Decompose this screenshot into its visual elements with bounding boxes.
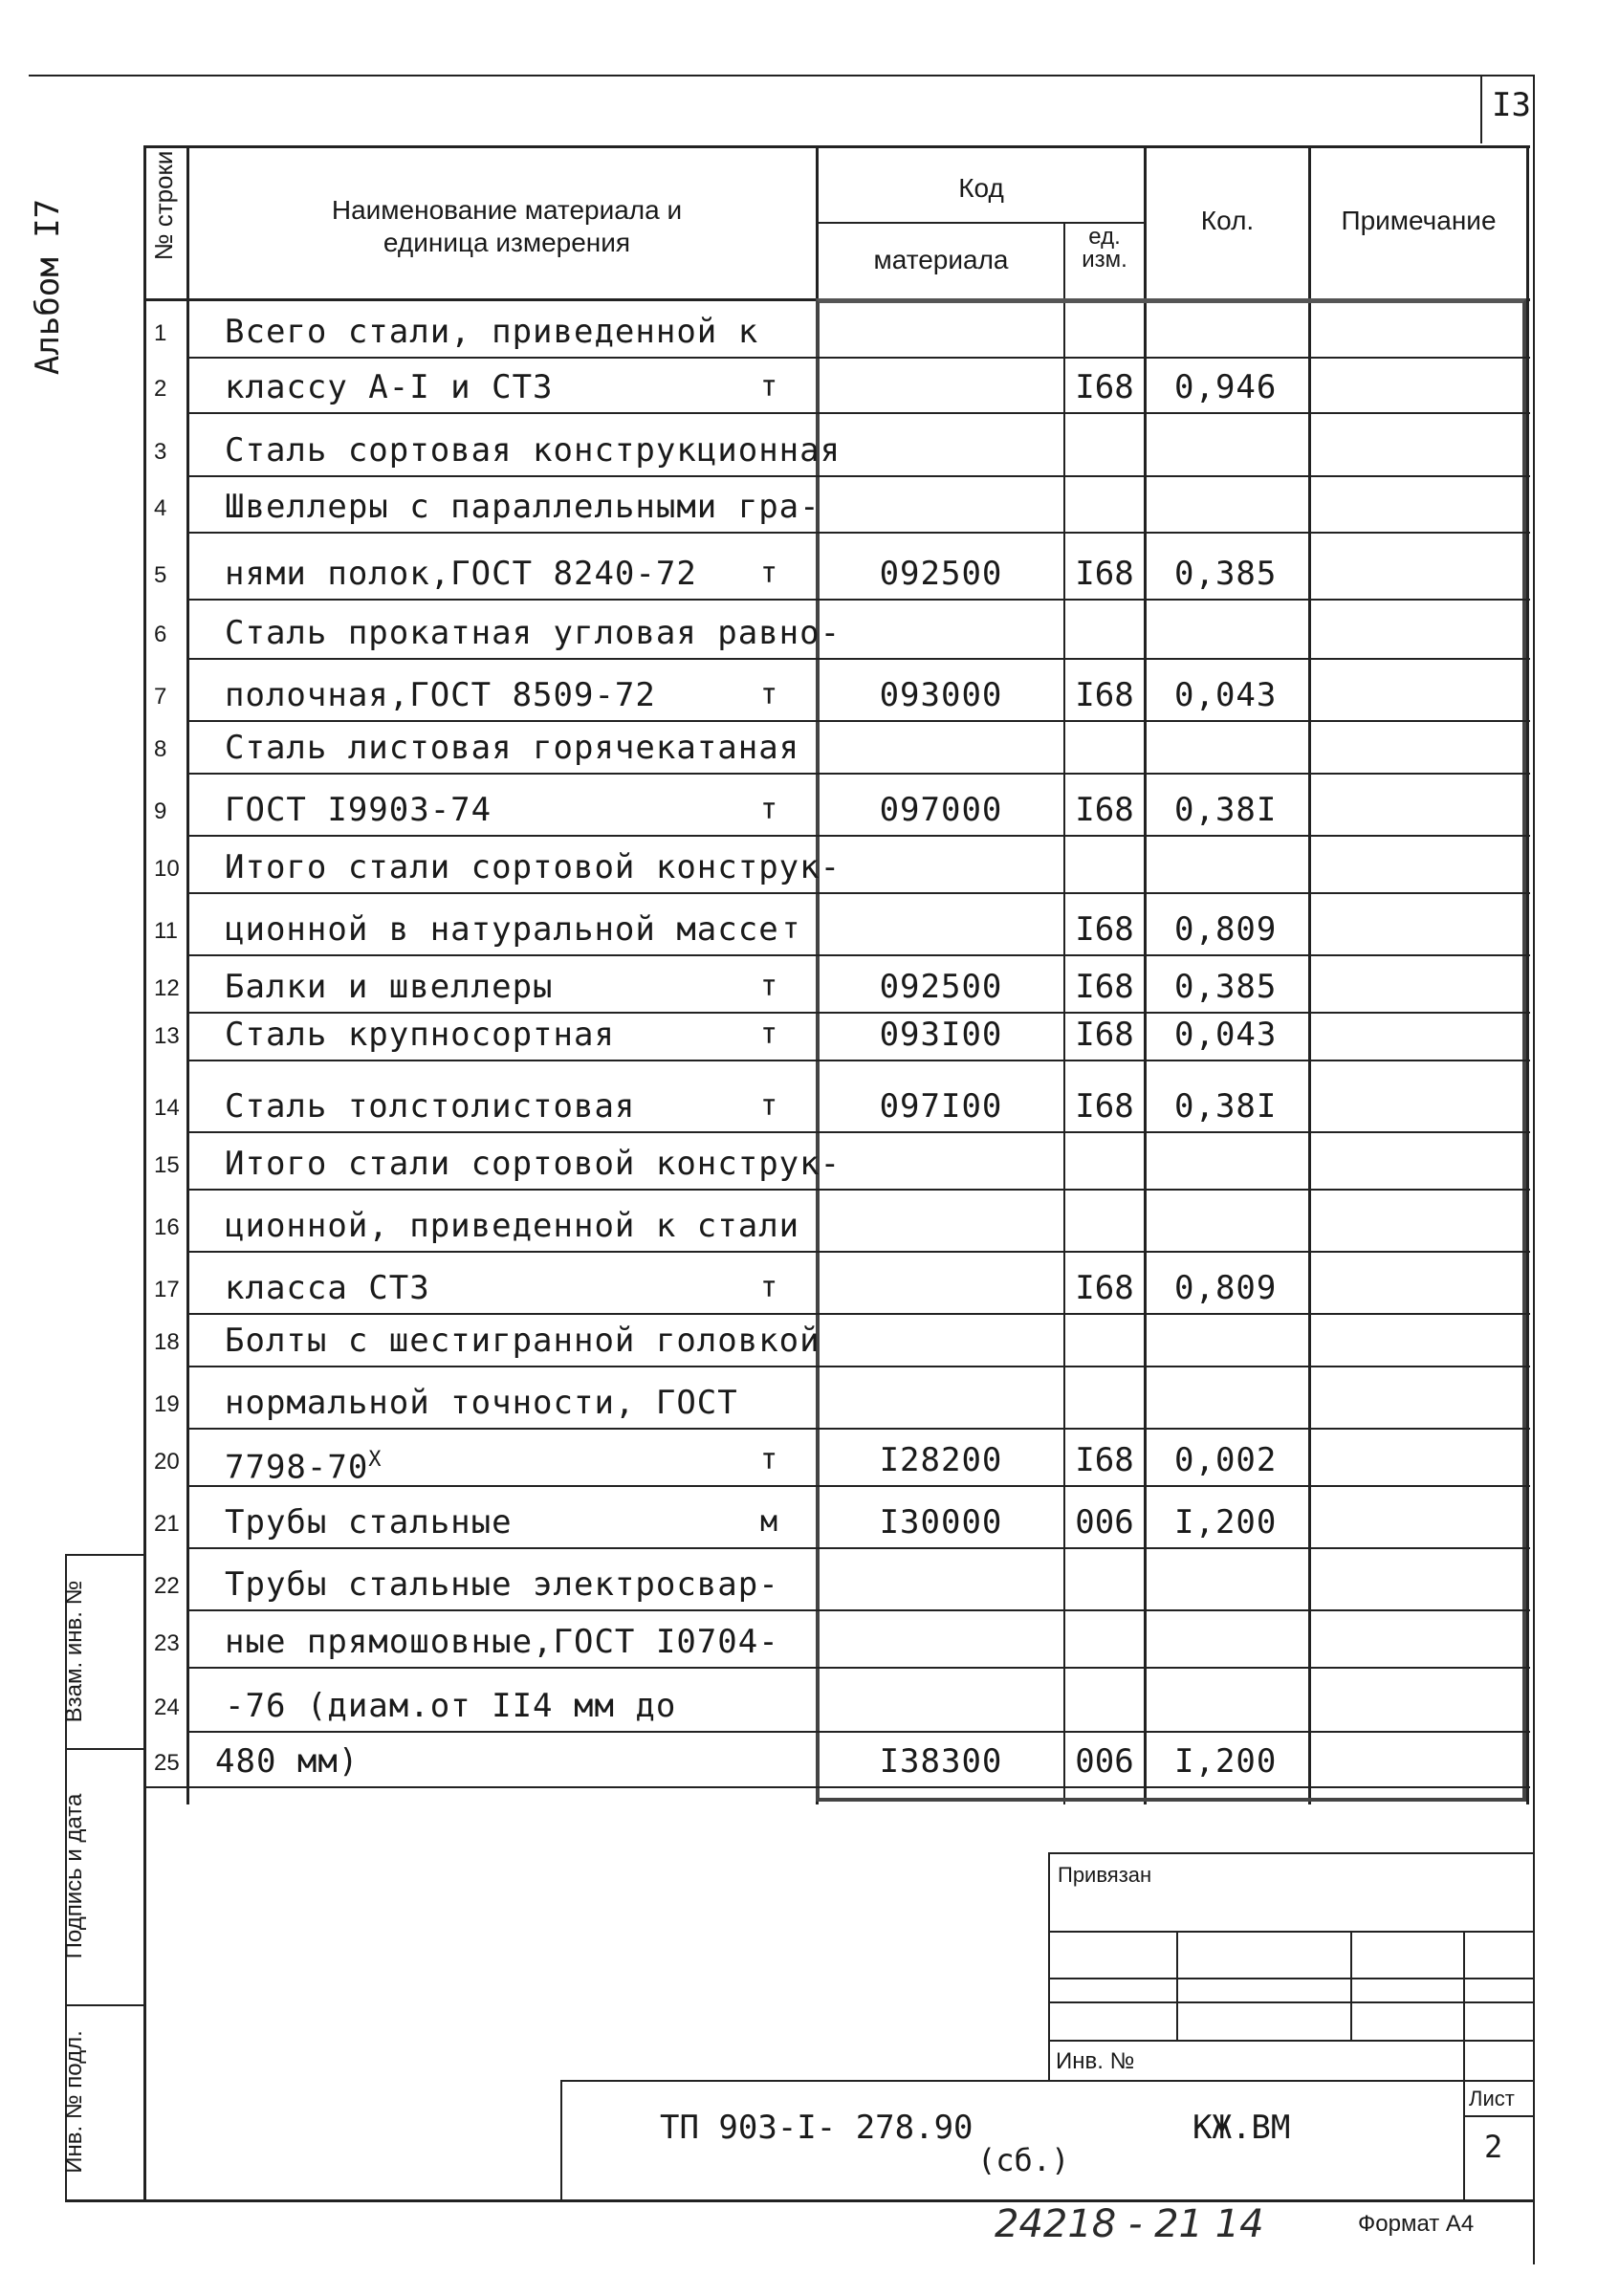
sheet-corner-number: I3 xyxy=(1492,86,1531,124)
row-qty: 0,38I xyxy=(1174,1087,1278,1126)
row-qty: 0,809 xyxy=(1174,910,1278,949)
table-row xyxy=(0,1061,1619,1133)
row-name-text: Сталь сортовая конструкционная xyxy=(225,431,842,470)
side-stamp-inv-podl: Инв. № подл. xyxy=(61,2030,87,2174)
side-stamp-vzam: Взам. инв. № xyxy=(61,1580,87,1723)
table-row xyxy=(0,1014,1619,1061)
row-name xyxy=(225,1623,779,1661)
row-name-text: Трубы стальные электросвар- xyxy=(225,1565,779,1604)
row-unit: т xyxy=(760,1089,779,1123)
tb-r3 xyxy=(1048,2001,1535,2003)
table-row xyxy=(0,414,1619,477)
row-number: 13 xyxy=(154,1023,180,1049)
row-name xyxy=(225,614,841,652)
row-name xyxy=(225,1016,615,1054)
tb-main-top xyxy=(560,2080,1535,2082)
header-name: Наименование материала и единица измерения xyxy=(331,195,683,257)
table-row xyxy=(0,1733,1619,1788)
row-edizm: I68 xyxy=(1075,968,1134,1006)
row-name xyxy=(225,1687,676,1725)
row-name-text: нормальной точности, ГОСТ xyxy=(225,1384,738,1422)
row-name-text: Трубы стальные xyxy=(225,1503,513,1542)
row-qty: I,200 xyxy=(1174,1503,1278,1542)
row-code: I30000 xyxy=(879,1503,1003,1542)
row-name-text: Сталь листовая горячекатаная xyxy=(225,729,800,767)
row-name xyxy=(225,368,554,406)
row-code: 092500 xyxy=(879,555,1003,593)
row-unit: т xyxy=(760,557,779,590)
row-name xyxy=(225,555,697,593)
row-code: I38300 xyxy=(879,1742,1003,1781)
table-row xyxy=(0,1487,1619,1549)
row-name-text: ГОСТ I9903-74 xyxy=(225,791,492,829)
row-number: 1 xyxy=(154,320,167,346)
table-row xyxy=(0,956,1619,1014)
table-row xyxy=(0,534,1619,601)
table-row xyxy=(0,302,1619,359)
tb-left xyxy=(1048,1852,1050,2080)
row-number: 15 xyxy=(154,1152,180,1178)
row-number: 18 xyxy=(154,1329,180,1355)
table-row xyxy=(0,837,1619,894)
sheet-label: Лист xyxy=(1469,2087,1515,2110)
row-number: 24 xyxy=(154,1695,180,1720)
header-code-material: материала xyxy=(873,245,1009,274)
row-edizm: I68 xyxy=(1075,1087,1134,1126)
row-name-text: -76 (диам.от II4 мм до xyxy=(225,1687,677,1725)
row-number: 4 xyxy=(154,495,167,521)
row-name-text: полочная,ГОСТ 8509-72 xyxy=(225,676,656,714)
row-name xyxy=(225,968,554,1006)
table-row xyxy=(0,1133,1619,1191)
side-stamp-top xyxy=(65,1554,146,1556)
doc-suffix: (сб.) xyxy=(977,2142,1070,2178)
tb-c2 xyxy=(1350,1931,1352,2042)
header-row-number: № строки xyxy=(149,150,178,261)
row-number: 2 xyxy=(154,376,167,402)
row-edizm: I68 xyxy=(1075,368,1134,406)
row-name xyxy=(225,1145,841,1183)
row-name-text: ные прямошовные,ГОСТ I0704- xyxy=(225,1623,779,1661)
row-number: 25 xyxy=(154,1750,180,1776)
row-name xyxy=(225,1503,513,1542)
handwritten-code: 24218 - 21 14 xyxy=(995,2202,1264,2246)
row-name xyxy=(225,1322,820,1360)
row-edizm: I68 xyxy=(1075,1269,1134,1307)
row-name xyxy=(225,1269,430,1307)
row-number: 17 xyxy=(154,1277,180,1302)
row-code: 092500 xyxy=(879,968,1003,1006)
row-name xyxy=(225,313,758,351)
table-top-border xyxy=(143,145,1530,148)
row-name xyxy=(225,431,841,470)
table-row xyxy=(0,1315,1619,1367)
row-name-sup: X xyxy=(368,1448,383,1472)
tb-main-left xyxy=(560,2080,562,2201)
row-name xyxy=(225,1441,383,1486)
row-name-text: Болты с шестигранной головкой xyxy=(225,1322,820,1360)
table-row xyxy=(0,1549,1619,1611)
row-qty: 0,043 xyxy=(1174,676,1278,714)
row-unit: м xyxy=(760,1505,779,1539)
row-name-text: нями полок,ГОСТ 8240-72 xyxy=(225,555,697,593)
row-number: 7 xyxy=(154,684,167,710)
row-number: 19 xyxy=(154,1391,180,1417)
row-name xyxy=(225,910,779,949)
table-row xyxy=(0,775,1619,837)
row-name xyxy=(225,1384,738,1422)
row-unit: т xyxy=(760,1443,779,1476)
row-name xyxy=(225,1207,799,1245)
side-stamp-podpis: Подпись и дата xyxy=(61,1793,87,1959)
row-qty: I,200 xyxy=(1174,1742,1278,1781)
table-row xyxy=(0,1253,1619,1315)
row-code: 093I00 xyxy=(879,1016,1003,1054)
row-name-text: Итого стали сортовой конструк- xyxy=(225,848,842,886)
side-stamp-div1 xyxy=(65,1748,146,1750)
row-name-text: Сталь толстолистовая xyxy=(225,1087,636,1126)
row-code: 093000 xyxy=(879,676,1003,714)
tb-r1 xyxy=(1048,1931,1535,1933)
row-number: 16 xyxy=(154,1214,180,1240)
row-name-text: 480 мм) xyxy=(215,1742,360,1781)
row-edizm: I68 xyxy=(1075,1441,1134,1479)
row-unit: т xyxy=(760,793,779,826)
row-number: 5 xyxy=(154,562,167,588)
doc-mark: КЖ.ВМ xyxy=(1192,2109,1291,2147)
row-name-text: Балки и швеллеры xyxy=(225,968,554,1006)
table-row xyxy=(0,660,1619,722)
row-number: 8 xyxy=(154,736,167,762)
row-qty: 0,002 xyxy=(1174,1441,1278,1479)
row-name-text: Сталь крупносортная xyxy=(225,1016,615,1054)
row-name-text: ционной в натуральной массе xyxy=(225,910,779,949)
row-number: 3 xyxy=(154,439,167,465)
header-qty: Кол. xyxy=(1200,206,1255,235)
row-unit: т xyxy=(760,1271,779,1304)
album-label: Альбом I7 xyxy=(29,198,67,376)
bottom-border xyxy=(65,2199,1535,2202)
tb-c1 xyxy=(1176,1931,1178,2042)
privyazan-label: Привязан xyxy=(1058,1863,1152,1887)
header-code: Код xyxy=(958,173,1004,203)
row-unit: т xyxy=(782,912,801,946)
table-row xyxy=(0,1611,1619,1669)
row-edizm: I68 xyxy=(1075,910,1134,949)
row-number: 9 xyxy=(154,798,167,824)
row-edizm: 006 xyxy=(1075,1503,1134,1542)
row-name xyxy=(215,1742,359,1781)
row-qty: 0,385 xyxy=(1174,555,1278,593)
row-name xyxy=(225,791,492,829)
table-row xyxy=(0,601,1619,660)
row-number: 6 xyxy=(154,622,167,647)
row-number: 21 xyxy=(154,1511,180,1537)
table-row xyxy=(0,1367,1619,1430)
row-name-text: ционной, приведенной к стали xyxy=(225,1207,800,1245)
row-number: 10 xyxy=(154,856,180,882)
tb-r2 xyxy=(1048,1978,1535,1979)
row-number: 11 xyxy=(154,918,178,944)
row-name-text: Всего стали, приведенной к xyxy=(225,313,759,351)
sheet-number: 2 xyxy=(1484,2129,1503,2165)
table-row xyxy=(0,1191,1619,1253)
tb-r4 xyxy=(1048,2040,1535,2042)
row-qty: 0,043 xyxy=(1174,1016,1278,1054)
row-code: 097000 xyxy=(879,791,1003,829)
tb-c3 xyxy=(1463,1931,1465,2201)
row-code: I28200 xyxy=(879,1441,1003,1479)
row-unit: т xyxy=(760,370,779,404)
row-name-text: Сталь прокатная угловая равно- xyxy=(225,614,842,652)
row-name-text: классу А-I и СТ3 xyxy=(225,368,554,406)
row-qty: 0,38I xyxy=(1174,791,1278,829)
row-name xyxy=(225,848,841,886)
row-name xyxy=(225,729,799,767)
doc-code: ТП 903-I- 278.90 xyxy=(660,2109,974,2147)
row-qty: 0,385 xyxy=(1174,968,1278,1006)
row-number: 20 xyxy=(154,1449,180,1475)
row-qty: 0,809 xyxy=(1174,1269,1278,1307)
table-row xyxy=(0,722,1619,775)
side-stamp-div2 xyxy=(65,2004,146,2006)
row-name-text: 7798-70 xyxy=(225,1448,369,1487)
row-name-text: Итого стали сортовой конструк- xyxy=(225,1145,842,1183)
row-name-text: Швеллеры с параллельными гра- xyxy=(225,488,820,526)
row-unit: т xyxy=(760,1017,779,1051)
row-number: 22 xyxy=(154,1573,180,1599)
table-row xyxy=(0,1669,1619,1733)
row-code: 097I00 xyxy=(879,1087,1003,1126)
row-rule xyxy=(143,1786,1530,1788)
table-row xyxy=(0,477,1619,534)
table-row xyxy=(0,359,1619,414)
row-number: 12 xyxy=(154,975,180,1001)
tb-sheet-div xyxy=(1463,2115,1535,2117)
row-number: 14 xyxy=(154,1095,180,1121)
table-row xyxy=(0,1430,1619,1487)
tb-top xyxy=(1048,1852,1535,1854)
header-note: Примечание xyxy=(1341,206,1497,235)
header-code-unit: ед. изм. xyxy=(1082,224,1127,273)
row-unit: т xyxy=(760,678,779,711)
inv-no-label: Инв. № xyxy=(1056,2048,1135,2074)
row-name xyxy=(225,1087,635,1126)
row-edizm: I68 xyxy=(1075,555,1134,593)
row-name xyxy=(225,1565,779,1604)
format-label: Формат А4 xyxy=(1358,2211,1475,2237)
row-edizm: I68 xyxy=(1075,791,1134,829)
row-unit: т xyxy=(760,970,779,1003)
row-number: 23 xyxy=(154,1630,180,1656)
row-name-text: класса СТ3 xyxy=(225,1269,430,1307)
row-qty: 0,946 xyxy=(1174,368,1278,406)
row-edizm: I68 xyxy=(1075,1016,1134,1054)
row-name xyxy=(225,676,656,714)
row-name xyxy=(225,488,820,526)
table-row xyxy=(0,894,1619,956)
row-edizm: I68 xyxy=(1075,676,1134,714)
row-edizm: 006 xyxy=(1075,1742,1134,1781)
